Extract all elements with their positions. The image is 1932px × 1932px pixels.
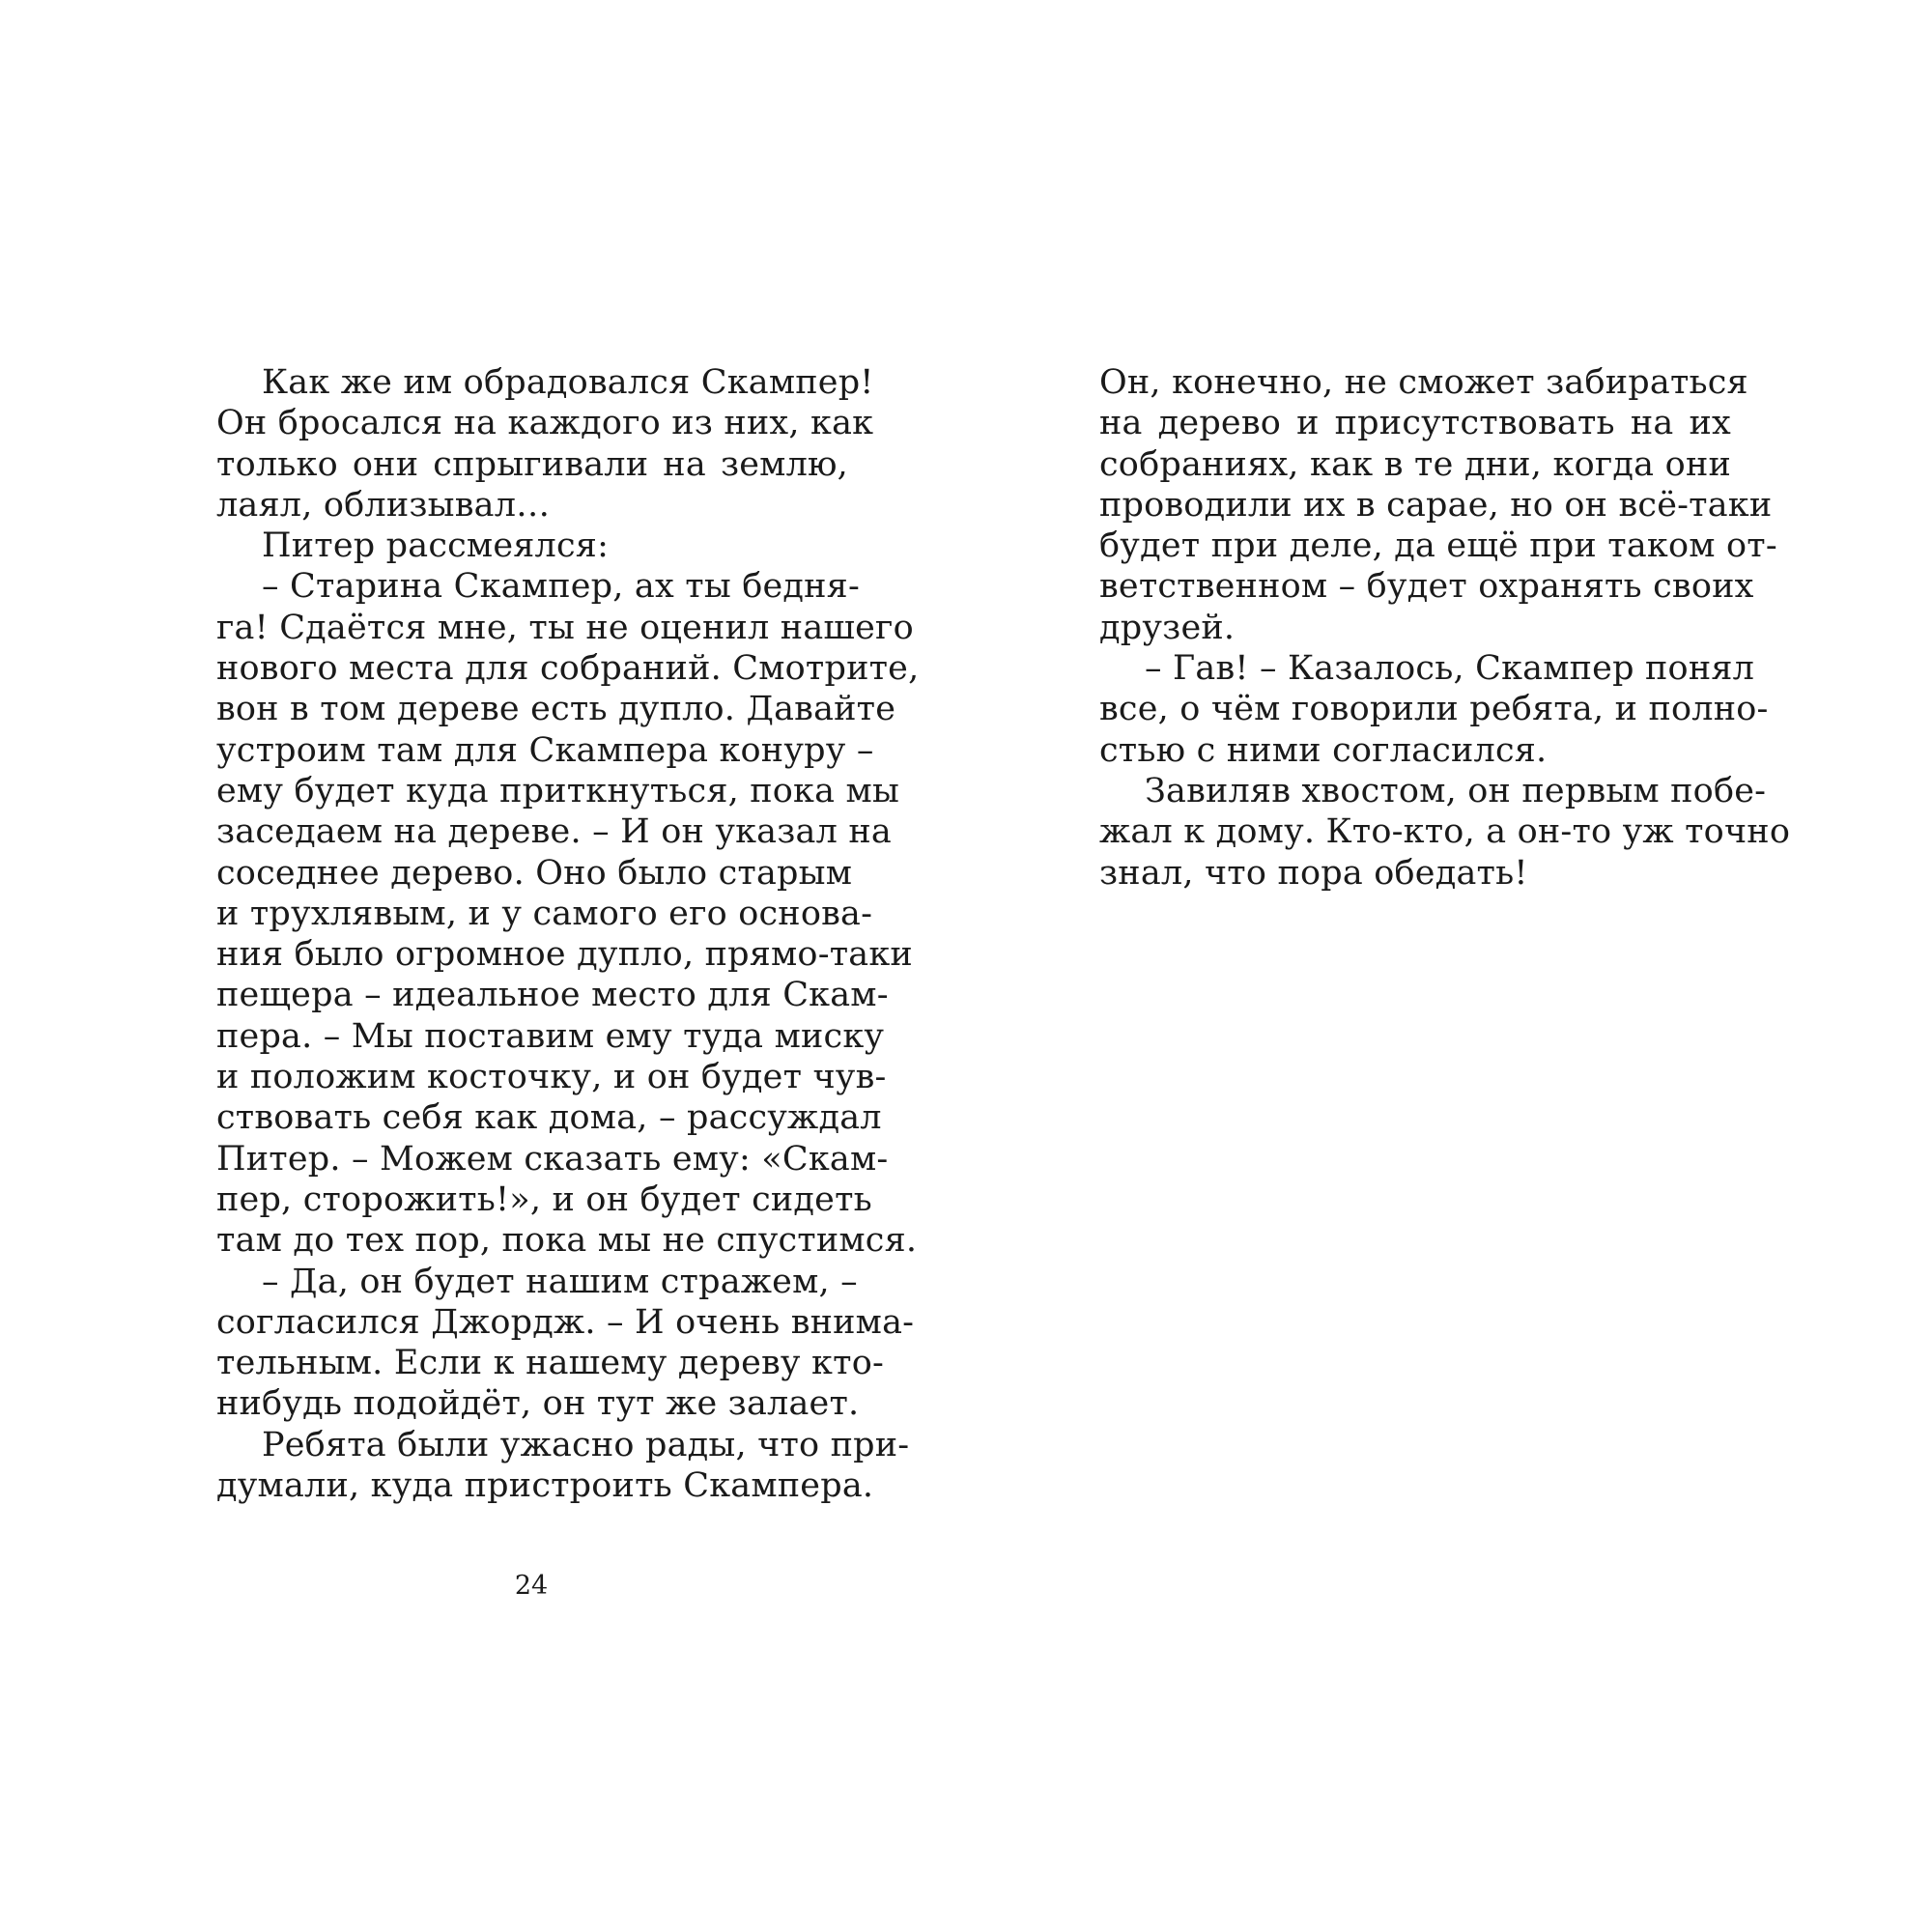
page-number: 24 bbox=[514, 1571, 549, 1601]
text-line: лаял, облизывал… bbox=[216, 485, 551, 525]
text-line: ния было огромное дупло, прямо-таки bbox=[216, 935, 913, 975]
text-line: пера. – Мы поставим ему туда миску bbox=[216, 1016, 885, 1056]
text-line: нового места для собраний. Смотрите, bbox=[216, 649, 920, 689]
text-line: пещера – идеальное место для Скам- bbox=[216, 976, 889, 1015]
right-page-text bbox=[1099, 362, 1791, 894]
text-line: проводили их в сарае, но он всё-таки bbox=[1099, 485, 1773, 525]
text-line: и трухлявым, и у самого его основа- bbox=[216, 894, 873, 933]
text-line: будет при деле, да ещё при таком от- bbox=[1099, 526, 1777, 566]
text-line: Питер. – Можем сказать ему: «Скам- bbox=[216, 1139, 889, 1179]
text-line: га! Сдаётся мне, ты не оценил нашего bbox=[216, 608, 914, 647]
text-line: там до тех пор, пока мы не спустимся. bbox=[216, 1221, 918, 1261]
text-line: и положим косточку, и он будет чув- bbox=[216, 1058, 887, 1097]
text-line: пер, сторожить!», и он будет сидеть bbox=[216, 1179, 872, 1219]
text-line: Завиляв хвостом, он первым побе- bbox=[1145, 771, 1767, 810]
text-line: Как же им обрадовался Скампер! bbox=[262, 363, 874, 402]
text-line: на дерево и присутствовать на их bbox=[1099, 404, 1731, 443]
text-line: – Старина Скампер, ах ты бедня- bbox=[262, 567, 860, 607]
text-line: жал к дому. Кто-кто, а он-то уж точно bbox=[1099, 812, 1791, 852]
text-line: друзей. bbox=[1099, 608, 1236, 647]
text-line: Он бросался на каждого из них, как bbox=[216, 404, 874, 443]
text-line: стью с ними согласился. bbox=[1099, 730, 1548, 770]
text-line: заседаем на дереве. – И он указал на bbox=[216, 812, 892, 852]
text-line: Ребята были ужасно рады, что при- bbox=[262, 1425, 910, 1464]
text-line: ему будет куда приткнуться, пока мы bbox=[216, 771, 899, 810]
text-line: все, о чём говорили ребята, и полно- bbox=[1099, 690, 1769, 729]
text-line: – Гав! – Казалось, Скампер понял bbox=[1145, 649, 1755, 689]
text-line: ветственном – будет охранять своих bbox=[1099, 567, 1754, 607]
left-page-text bbox=[216, 362, 920, 1506]
text-line: Питер рассмеялся: bbox=[262, 526, 610, 566]
text-line: устроим там для Скампера конуру – bbox=[216, 730, 874, 770]
text-line: Он, конечно, не сможет забираться bbox=[1099, 363, 1748, 402]
text-line: соседнее дерево. Оно было старым bbox=[216, 853, 853, 893]
text-line: вон в том дереве есть дупло. Давайте bbox=[216, 690, 896, 729]
text-line: ствовать себя как дома, – рассуждал bbox=[216, 1098, 882, 1138]
text-line: собраниях, как в те дни, когда они bbox=[1099, 444, 1731, 484]
text-line: – Да, он будет нашим стражем, – bbox=[262, 1262, 858, 1301]
text-line: только они спрыгивали на землю, bbox=[216, 444, 848, 484]
text-line: тельным. Если к нашему дереву кто- bbox=[216, 1344, 884, 1383]
text-line: согласился Джордж. – И очень внима- bbox=[216, 1302, 915, 1342]
text-line: нибудь подойдёт, он тут же залает. bbox=[216, 1384, 860, 1424]
text-line: знал, что пора обедать! bbox=[1099, 853, 1528, 893]
text-line: думали, куда пристроить Скампера. bbox=[216, 1466, 874, 1506]
